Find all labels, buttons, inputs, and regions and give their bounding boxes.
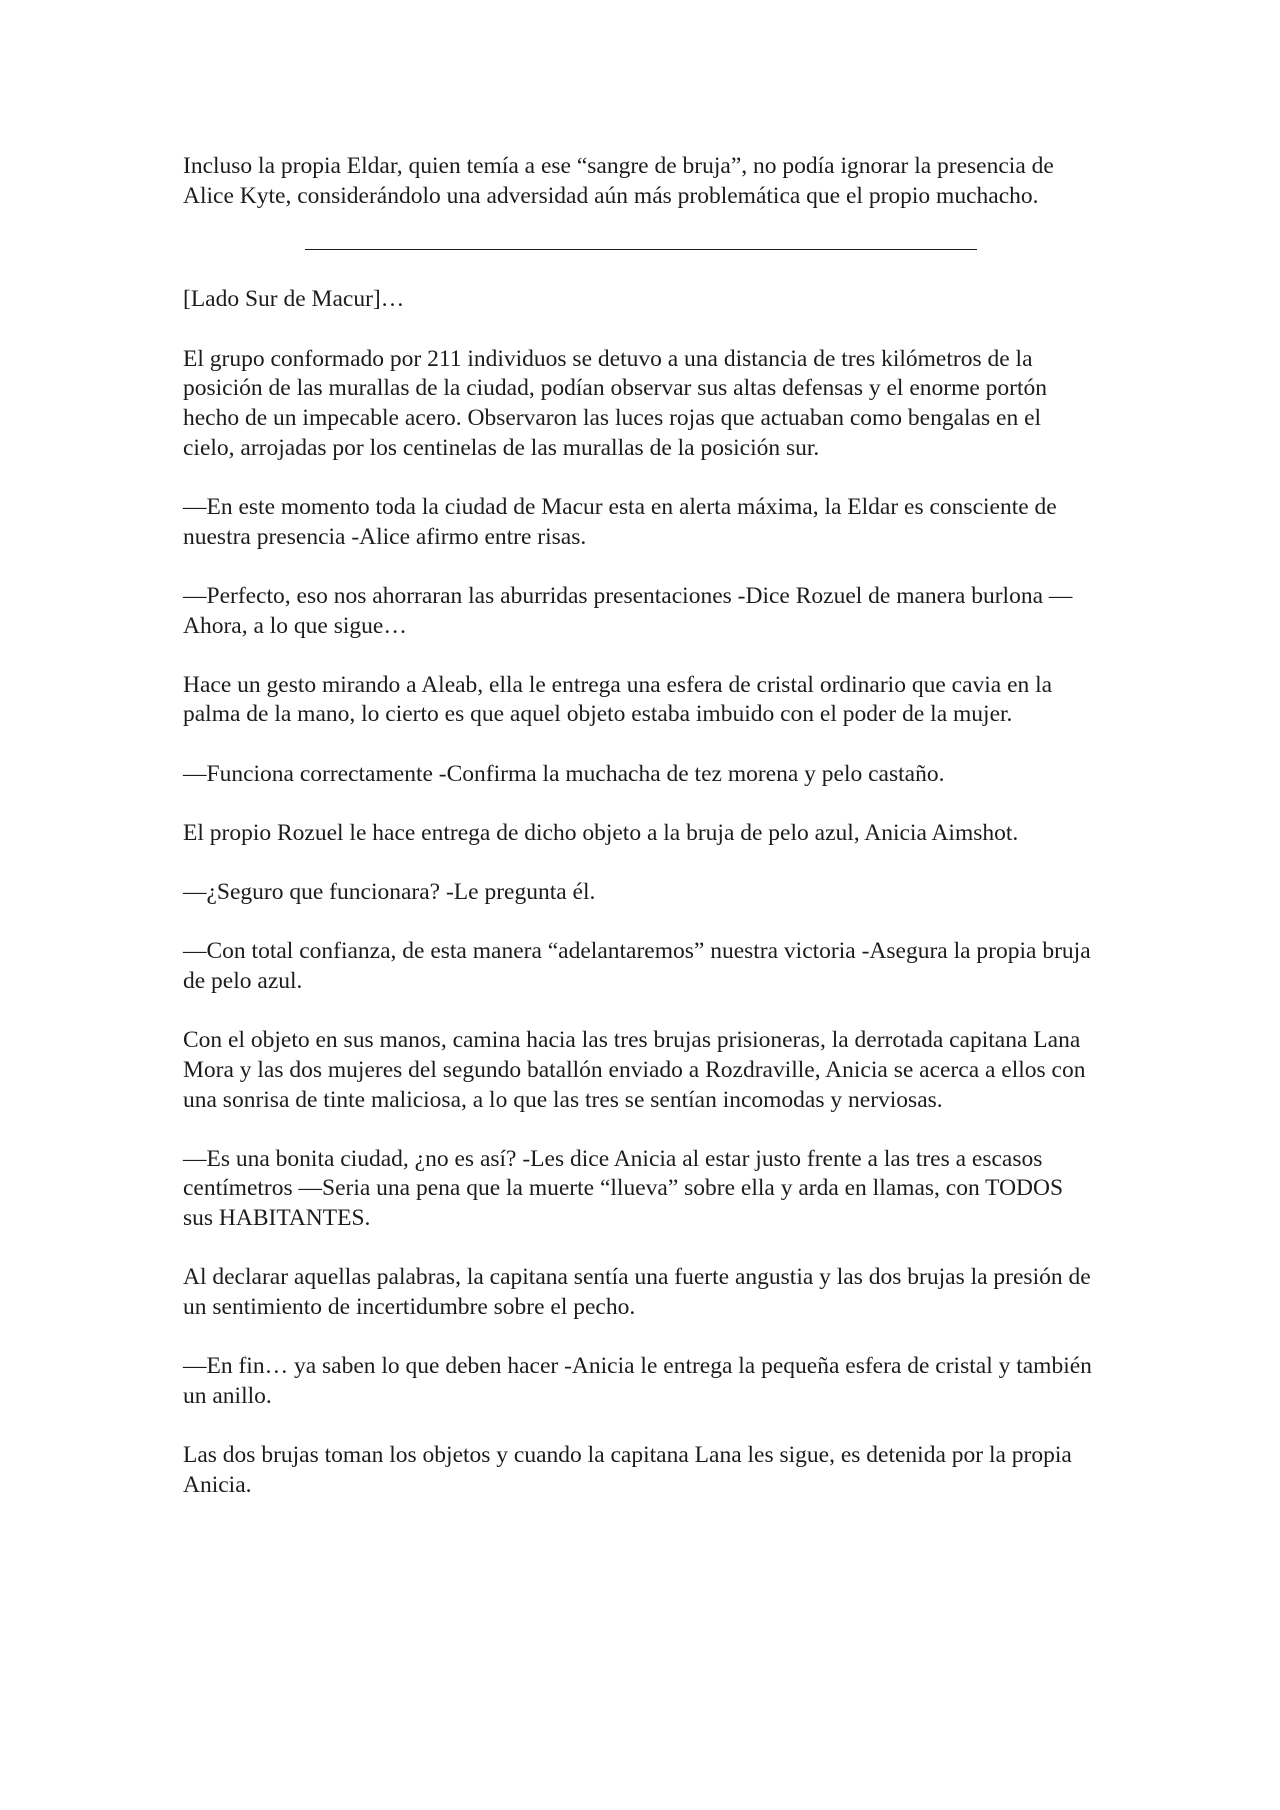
paragraph: —Con total confianza, de esta manera “adelantaremos” nuestra victoria -Asegura la propia bruja de pelo azul.: [183, 938, 1091, 994]
paragraph: El propio Rozuel le hace entrega de dicho objeto a la bruja de pelo azul, Anicia Aimshot.: [183, 819, 1019, 846]
paragraph: —¿Seguro que funcionara? -Le pregunta él.: [183, 879, 596, 906]
paragraph: Al declarar aquellas palabras, la capitana sentía una fuerte angustia y las dos brujas la presión de un sentimiento de incertidumbre sobre el pecho.: [183, 1264, 1091, 1321]
paragraph: El grupo conformado por 211 individuos se detuvo a una distancia de tres kilómetros de la posición de las murallas de la ciudad, podían observar sus altas defensas y el enorme portón hecho de un impecable acero. Observaron las luces rojas que actuaban como bengalas en el cielo, arrojadas por los centinelas de las murallas de la posición sur.: [183, 345, 1048, 461]
paragraph: Con el objeto en sus manos, camina hacia las tres brujas prisioneras, la derrotada capitana Lana Mora y las dos mujeres del segundo batallón enviado a Rozdraville, Anicia se acerca a ellos con una sonrisa de tinte maliciosa, a lo que las tres se sentían incomodas y nerviosas.: [183, 1027, 1086, 1113]
paragraph: —Funciona correctamente -Confirma la muchacha de tez morena y pelo castaño.: [183, 760, 945, 787]
paragraph: Las dos brujas toman los objetos y cuando la capitana Lana les sigue, es detenida por la propia Anicia.: [183, 1442, 1072, 1498]
paragraph: —En este momento toda la ciudad de Macur esta en alerta máxima, la Eldar es consciente de nuestra presencia -Alice afirmo entre risas.: [183, 493, 1057, 550]
section-separator: [305, 249, 977, 250]
paragraph: —Es una bonita ciudad, ¿no es así? -Les dice Anicia al estar justo frente a las tres a escasos centímetros —Seria una pena que la muerte “llueva” sobre ella y arda en llamas, con TODOS sus HABITANTES.: [183, 1145, 1064, 1232]
paragraph: —Perfecto, eso nos ahorraran las aburridas presentaciones -Dice Rozuel de manera burlona —Ahora, a lo que sigue…: [183, 582, 1073, 639]
document-page: [183, 152, 1098, 1530]
paragraph: Hace un gesto mirando a Aleab, ella le entrega una esfera de cristal ordinario que cavia en la palma de la mano, lo cierto es que aquel objeto estaba imbuido con el poder de la mujer.: [183, 671, 1053, 728]
intro-paragraph: Incluso la propia Eldar, quien temía a ese “sangre de bruja”, no podía ignorar la presencia de Alice Kyte, considerándolo una adversidad aún más problemática que el propio muchacho.: [183, 153, 1054, 209]
section-heading: [Lado Sur de Macur]…: [183, 286, 405, 313]
paragraph: —En fin… ya saben lo que deben hacer -Anicia le entrega la pequeña esfera de cristal y también un anillo.: [183, 1353, 1092, 1409]
